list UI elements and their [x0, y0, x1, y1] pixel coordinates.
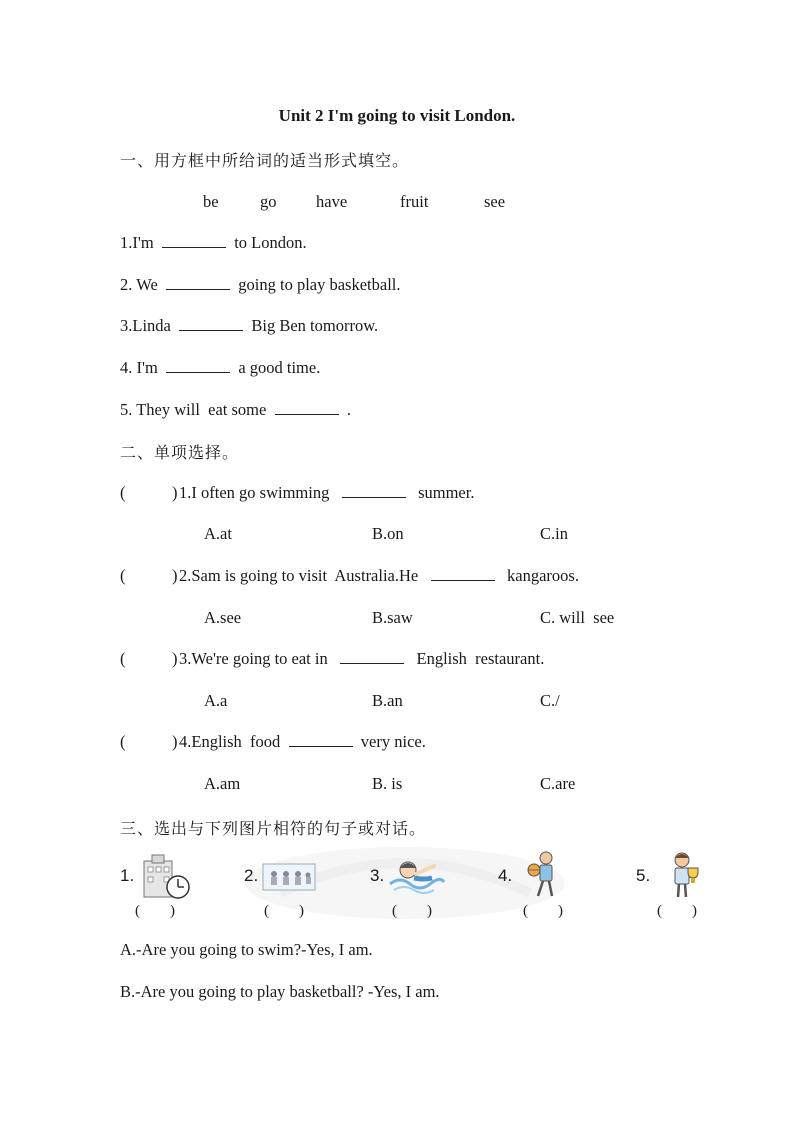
option-b[interactable]: B.on: [372, 524, 404, 543]
answer-blank: [340, 649, 404, 664]
question-4: [179, 732, 426, 752]
answer-paren-close[interactable]: ): [172, 483, 178, 502]
option-b[interactable]: B. is: [372, 774, 403, 793]
section2-heading: 二、单项选择。: [120, 443, 240, 462]
section1-heading: 一、用方框中所给词的适当形式填空。: [120, 151, 410, 170]
answer-paren-close[interactable]: ): [172, 649, 178, 668]
question-stem: 1.I often go swimming: [179, 483, 330, 502]
fill-item-after: to London.: [234, 233, 307, 252]
question-tail: summer.: [418, 483, 475, 502]
answer-blank: [289, 732, 353, 747]
answer-paren-close[interactable]: ): [172, 732, 178, 751]
question-3: [179, 649, 544, 669]
question-stem: 2.Sam is going to visit Australia.He: [179, 566, 419, 585]
question-1: [179, 483, 474, 503]
answer-paren-close[interactable]: ): [172, 566, 178, 585]
answer-blank[interactable]: [275, 400, 339, 415]
fill-item-before: 3.Linda: [120, 316, 171, 335]
answer-paren[interactable]: ( ): [657, 903, 697, 919]
fill-item-3: [120, 316, 378, 336]
fill-item-5: [120, 400, 351, 420]
boy-trophy-icon: [664, 850, 704, 900]
answer-blank[interactable]: [179, 316, 243, 331]
word-item: go: [260, 192, 277, 211]
fill-item-before: 4. I'm: [120, 358, 158, 377]
answer-paren-open: (: [120, 483, 126, 502]
picture-number: 3.: [370, 866, 385, 885]
match-option-b: B.-Are you going to play basketball? -Yes, I am.: [120, 982, 440, 1001]
word-item: see: [484, 192, 506, 211]
option-a[interactable]: A.a: [204, 691, 228, 710]
option-a[interactable]: A.see: [204, 608, 242, 627]
option-c[interactable]: C.are: [540, 774, 576, 793]
school-clock-icon: [142, 853, 192, 901]
option-c[interactable]: C./: [540, 691, 560, 710]
answer-paren[interactable]: ( ): [392, 903, 432, 919]
option-a[interactable]: A.at: [204, 524, 232, 543]
option-b[interactable]: B.saw: [372, 608, 413, 627]
section3-heading: 三、选出与下列图片相符的句子或对话。: [120, 819, 427, 838]
match-option-a: A.-Are you going to swim?-Yes, I am.: [120, 940, 373, 959]
option-c[interactable]: C.in: [540, 524, 568, 543]
answer-blank: [431, 566, 495, 581]
option-a[interactable]: A.am: [204, 774, 241, 793]
swimmer-icon: [388, 856, 446, 896]
photo-group-icon: [262, 862, 316, 892]
word-item: fruit: [400, 192, 429, 211]
word-item: have: [316, 192, 348, 211]
answer-blank[interactable]: [162, 233, 226, 248]
option-b[interactable]: B.an: [372, 691, 403, 710]
answer-paren-open: (: [120, 566, 126, 585]
answer-paren[interactable]: ( ): [523, 903, 563, 919]
question-2: [179, 566, 579, 586]
fill-item-before: 1.I'm: [120, 233, 154, 252]
fill-item-before: 2. We: [120, 275, 158, 294]
fill-item-before: 5. They will eat some: [120, 400, 267, 419]
option-c[interactable]: C. will see: [540, 608, 615, 627]
question-tail: very nice.: [360, 732, 426, 751]
basketball-player-icon: [522, 850, 562, 900]
question-stem: 4.English food: [179, 732, 281, 751]
answer-paren[interactable]: ( ): [264, 903, 304, 919]
answer-paren-open: (: [120, 732, 126, 751]
page-title: Unit 2 I'm going to visit London.: [278, 106, 516, 125]
picture-number: 2.: [244, 866, 259, 885]
word-item: be: [203, 192, 219, 211]
fill-item-after: Big Ben tomorrow.: [251, 316, 379, 335]
picture-number: 1.: [120, 866, 135, 885]
question-stem: 3.We're going to eat in: [179, 649, 328, 668]
answer-blank[interactable]: [166, 275, 230, 290]
answer-blank: [342, 483, 406, 498]
picture-number: 5.: [636, 866, 651, 885]
fill-item-4: [120, 358, 320, 378]
fill-item-after: .: [346, 400, 351, 419]
fill-item-after: a good time.: [238, 358, 321, 377]
answer-blank[interactable]: [166, 358, 230, 373]
fill-item-after: going to play basketball.: [238, 275, 401, 294]
fill-item-1: [120, 233, 307, 253]
fill-item-2: [120, 275, 401, 295]
answer-paren[interactable]: ( ): [135, 903, 175, 919]
question-tail: English restaurant.: [416, 649, 545, 668]
picture-number: 4.: [498, 866, 513, 885]
question-tail: kangaroos.: [507, 566, 579, 585]
answer-paren-open: (: [120, 649, 126, 668]
